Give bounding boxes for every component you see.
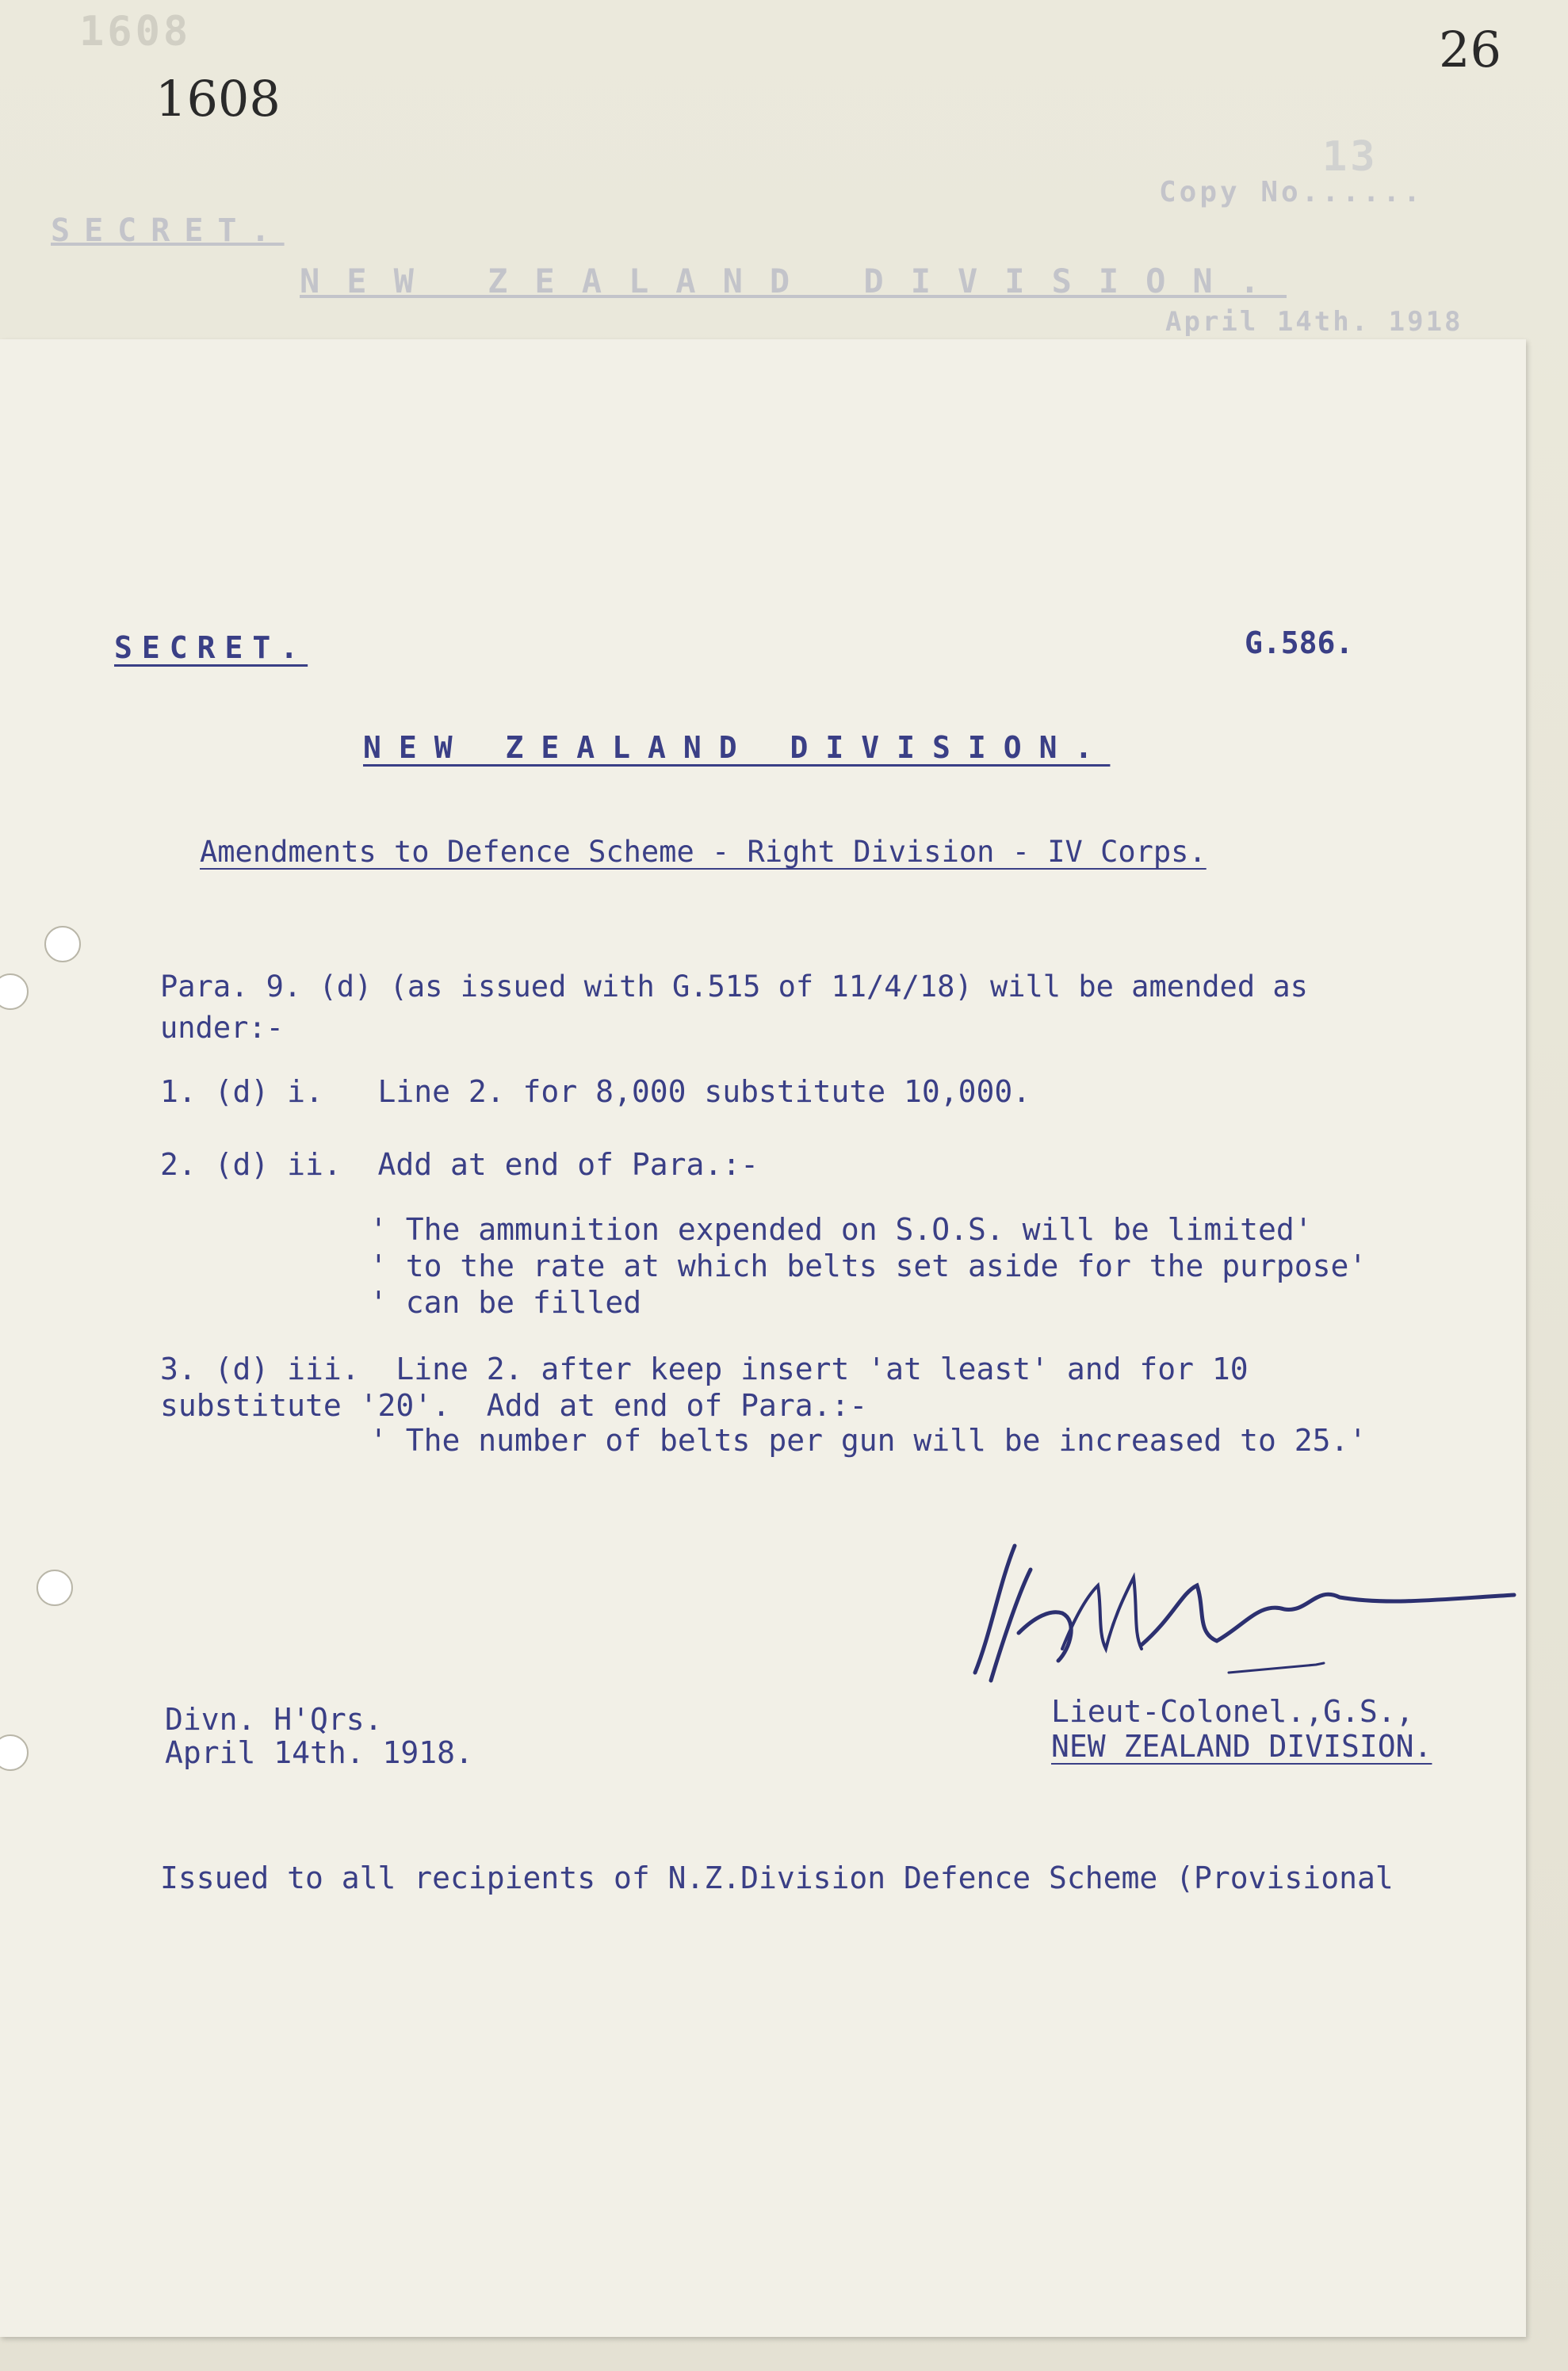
faint-stamp-number: 1608 [79,8,192,55]
signatory-rank: Lieut-Colonel.,G.S., [1051,1694,1414,1729]
quote-line-2: ' to the rate at which belts set aside for the purpose' [369,1249,1367,1283]
punch-hole [44,926,81,962]
distribution-note: Issued to all recipients of N.Z.Division Defence Scheme (Provisional [160,1860,1394,1895]
quote-line-1: ' The ammunition expended on S.O.S. will be limited' [369,1212,1313,1247]
page-number: 26 [1439,21,1501,78]
signatory-unit: NEW ZEALAND DIVISION. [1051,1729,1432,1764]
amendment-item-1: 1. (d) i. Line 2. for 8,000 substitute 10,000. [160,1074,1031,1109]
copy-no-label: Copy No...... [1159,176,1424,208]
intro-line-2: under:- [160,1011,284,1045]
amendment-item-3-line-2: substitute '20'. Add at end of Para.:- [160,1388,868,1423]
hq-date: April 14th. 1918. [165,1735,473,1770]
punch-hole [36,1570,73,1606]
amendment-item-3-line-3: ' The number of belts per gun will be increased to 25.' [369,1423,1367,1458]
underlying-date: April 14th. 1918 [1165,306,1463,338]
document-subtitle: Amendments to Defence Scheme - Right Division - IV Corps. [200,835,1207,869]
file-number: 1608 [155,70,281,128]
quote-line-3: ' can be filled [369,1285,642,1320]
amendment-item-2: 2. (d) ii. Add at end of Para.:- [160,1147,759,1182]
intro-line-1: Para. 9. (d) (as issued with G.515 of 11/4/18) will be amended as [160,969,1308,1004]
classification-label: SECRET. [114,630,308,665]
reference-number: G.586. [1245,625,1354,660]
underlying-secret: SECRET. [51,212,285,249]
copy-number-faint: 13 [1322,133,1379,181]
hq-line-1: Divn. H'Qrs. [165,1702,383,1737]
document-title: NEW ZEALAND DIVISION. [363,730,1111,765]
amendment-item-3-line-1: 3. (d) iii. Line 2. after keep insert 'at least' and for 10 [160,1352,1249,1386]
underlying-division: NEW ZEALAND DIVISION. [300,262,1287,300]
